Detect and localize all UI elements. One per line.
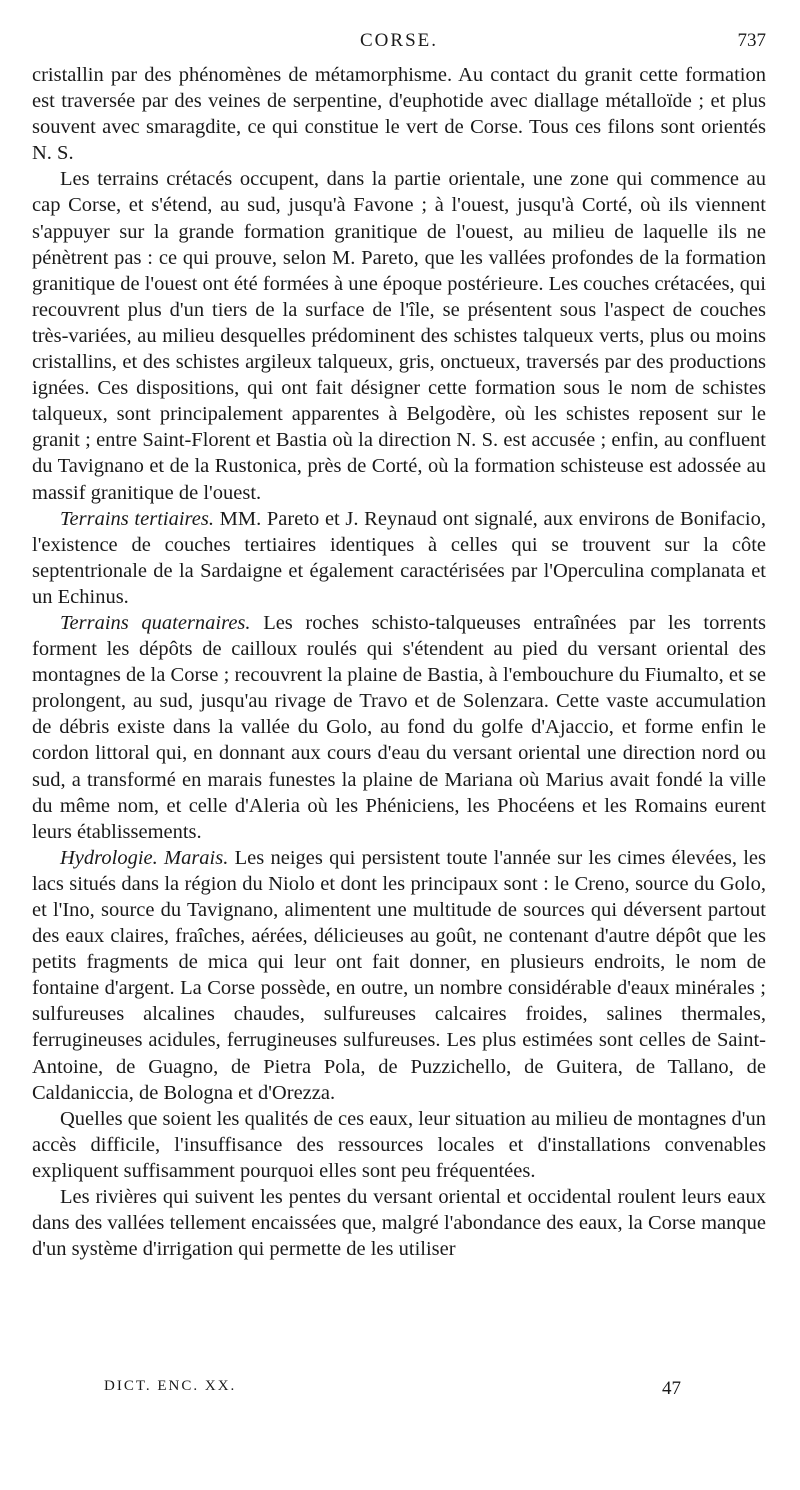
section-heading: Terrains quaternaires. <box>60 611 251 634</box>
paragraph-text: MM. Pareto et J. Reynaud ont signalé, aux environs de Bonifacio, l'existence de couches tertiaires identiques à celles qui se trouvent sur la côte septentrionale de la Sardaigne et également caractérisées par l'Operculina complanata et un Echinus. <box>32 507 767 608</box>
paragraph-mineral-waters <box>32 1106 766 1184</box>
paragraph-text: Quelles que soient les qualités de ces eaux, leur situation au milieu de montagnes d'un accès difficile, l'insuffisance des ressources locales et d'installations convenables expliquent suffisamment pourquoi elles sont peu fréquentées. <box>32 1107 766 1182</box>
paragraph-text: Les roches schisto-talqueuses entraînées par les torrents forment les dépôts de cailloux roulés qui s'étendent au pied du versant oriental des montagnes de la Corse ; recouvrent la plaine de Bastia, à l'embouchure du Fiumalto, et se prolongent, au sud, jusqu'au rivage de Travo et de Solenzara. Cette vaste accumulation de débris existe dans la vallée du Golo, au fond du golfe d'Ajaccio, et forme enfin le cordon littoral qui, en donnant aux cours d'eau du versant oriental une direction nord ou sud, a transformé en marais funestes la plaine de Mariana où Marius avait fondé la ville du même nom, et celle d'Aleria où les Phéniciens, les Phocéens et les Romains eurent leurs établissements. <box>32 611 766 843</box>
page-number: 737 <box>737 30 766 51</box>
body-text <box>32 62 766 1262</box>
paragraph-text: Les neiges qui persistent toute l'année sur les cimes élevées, les lacs situés dans la région du Niolo et dont les principaux sont : le Creno, source du Golo, et l'Ino, source du Tavignano, alimentent une multitude de sources qui déversent partout des eaux claires, fraîches, aérées, délicieuses au goût, ne contenant d'autre dépôt que les petits fragments de mica qui leur ont fait donner, en plusieurs endroits, le nom de fontaine d'argent. La Corse possède, en outre, un nombre considérable d'eaux minérales ; sulfureuses alcalines chaudes, sulfureuses calcaires froides, salines thermales, ferrugineuses acidules, ferrugineuses sulfureuses. Les plus estimées sont celles de Saint-Antoine, de Guagno, de Pietra Pola, de Puzzichello, de Guitera, de Tallano, de Caldaniccia, de Bologna et d'Orezza. <box>32 846 766 1104</box>
signature-mark: DICT. ENC. XX. <box>104 1378 237 1394</box>
paragraph-quaternary <box>32 610 766 845</box>
section-heading: Hydrologie. Marais. <box>60 846 229 869</box>
paragraph-cretaceous <box>32 166 766 505</box>
paragraph-tertiary <box>32 506 766 610</box>
paragraph-hydrology <box>32 845 766 1106</box>
section-heading: Terrains tertiaires. <box>60 507 214 530</box>
sheet-number: 47 <box>662 1378 681 1399</box>
page-footer <box>32 1378 766 1408</box>
paragraph-text: cristallin par des phénomènes de métamorphisme. Au contact du granit cette formation est traversée par des veines de serpentine, d'euphotide avec diallage métalloïde ; et plus souvent avec smaragdite, ce qui constitue le vert de Corse. Tous ces filons sont orientés N. S. <box>32 64 766 165</box>
paragraph-rivers <box>32 1184 766 1262</box>
running-title: CORSE. <box>360 30 438 51</box>
running-head <box>32 30 766 60</box>
paragraph-text: Les terrains crétacés occupent, dans la partie orientale, une zone qui commence au cap Corse, et s'étend, au sud, jusqu'à Favone ; à l'ouest, jusqu'à Corté, où ils viennent s'appuyer sur la grande formation granitique de l'ouest, au milieu de laquelle ils ne pénètrent pas : ce qui prouve, selon M. Pareto, que les vallées profondes de la formation granitique de l'ouest ont été formées à une époque postérieure. Les couches crétacées, qui recouvrent plus d'un tiers de la surface de l'île, se présentent sous l'aspect de couches très-variées, au milieu desquelles prédominent des schistes talqueux verts, plus ou moins cristallins, et des schistes argileux talqueux, gris, onctueux, traversés par des productions ignées. Ces dispositions, qui ont fait désigner cette formation sous le nom de schistes talqueux, sont principalement apparentes à Belgodère, où les schistes reposent sur le granit ; entre Saint-Florent et Bastia où la direction N. S. est accusée ; enfin, au confluent du Tavignano et de la Rustonica, près de Corté, où la formation schisteuse est adossée au massif granitique de l'ouest. <box>32 168 766 504</box>
paragraph-text: Les rivières qui suivent les pentes du versant oriental et occidental roulent leurs eaux dans des vallées tellement encaissées que, malgré l'abondance des eaux, la Corse manque d'un système d'irrigation qui permette de les utiliser <box>32 1186 766 1261</box>
paragraph-continued <box>32 62 766 166</box>
